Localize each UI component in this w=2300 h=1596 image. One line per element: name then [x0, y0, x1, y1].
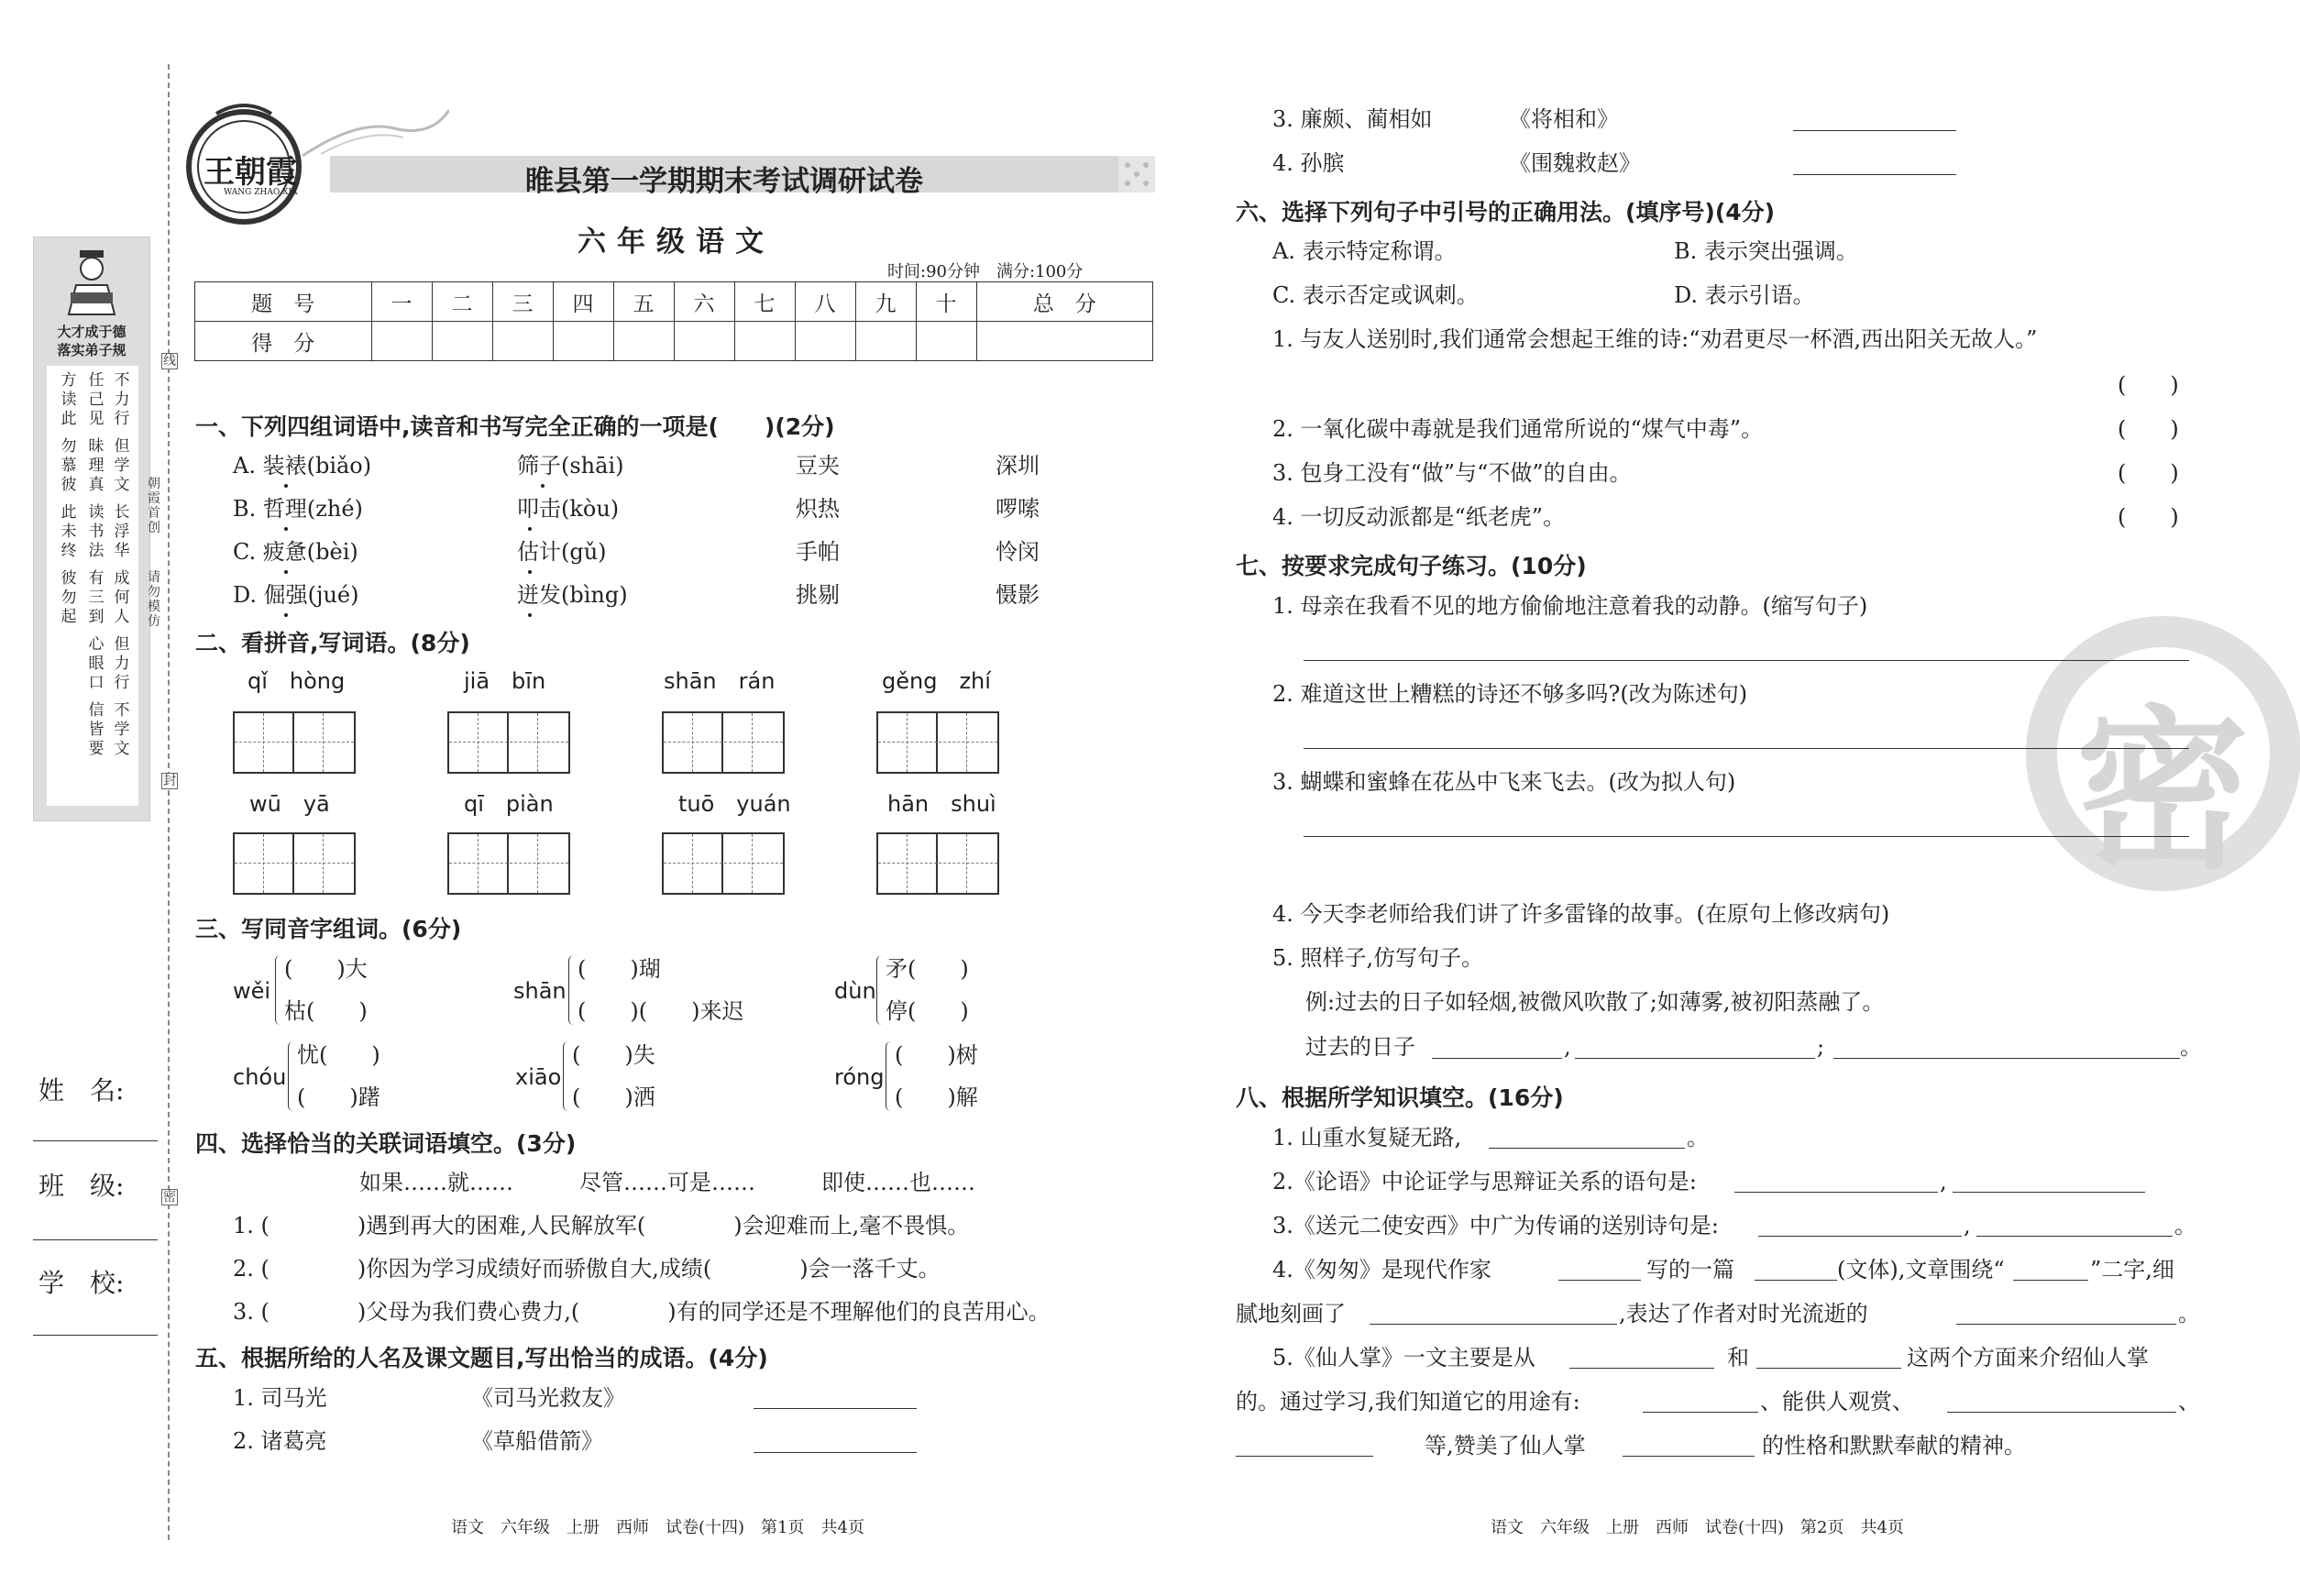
q5-name: 2. 诸葛亮 — [233, 1428, 327, 1454]
score-cell: 三 — [492, 282, 553, 322]
score-input-cell[interactable] — [674, 322, 734, 361]
answer-paren[interactable]: ( ) — [2118, 504, 2179, 530]
homophone-item: 忧( ) — [297, 1042, 380, 1068]
q8-text: 、 — [2178, 1389, 2200, 1414]
q8-text: 。 — [1687, 1125, 1709, 1150]
q4-options: 如果……就…… 尽管……可是…… 即使……也…… — [359, 1170, 975, 1195]
school-field[interactable] — [33, 1335, 158, 1336]
homophone-item: 矛( ) — [886, 956, 969, 982]
q8-text: 和 — [1727, 1345, 1749, 1370]
answer-line[interactable] — [1833, 1058, 2180, 1059]
sidebar-column: 不学文 — [114, 701, 130, 758]
answer-line[interactable] — [754, 1452, 917, 1453]
title-band — [330, 156, 1118, 198]
q1-option: 啰嗦 — [996, 496, 1040, 522]
answer-line[interactable] — [1558, 1280, 1641, 1281]
answer-line[interactable] — [1623, 1456, 1755, 1457]
homophone-pinyin: xiāo — [515, 1064, 562, 1090]
q7-item: 4. 今天李老师给我们讲了许多雷锋的故事。(在原句上修改病句) — [1272, 901, 1890, 927]
q1-option: A. 装裱(biǎo) — [233, 453, 372, 479]
name-label: 姓 名: — [39, 1075, 125, 1106]
answer-line[interactable] — [1734, 1192, 1938, 1193]
q5-name: 3. 廉颇、蔺相如 — [1272, 106, 1433, 132]
logo-subtext: WANG ZHAO XIA — [224, 188, 298, 197]
homophone-pinyin: dùn — [834, 978, 876, 1004]
q5-title: 五、根据所给的人名及课文题目,写出恰当的成语。(4分) — [195, 1345, 768, 1371]
class-field[interactable] — [33, 1239, 158, 1240]
score-table-score-row — [195, 322, 1153, 361]
writing-grid[interactable] — [662, 832, 785, 895]
pinyin-label: shān rán — [664, 668, 776, 694]
q8-text: 4.《匆匆》是现代作家 — [1272, 1257, 1491, 1282]
q6-option: D. 表示引语。 — [1674, 282, 1815, 308]
sidebar-column: 彼勿起 — [61, 569, 77, 626]
answer-line[interactable] — [1976, 1236, 2173, 1237]
answer-line[interactable] — [1953, 1192, 2145, 1193]
q8-title: 八、根据所学知识填空。(16分) — [1236, 1084, 1564, 1111]
q7-title: 七、按要求完成句子练习。(10分) — [1236, 553, 1587, 579]
sidebar-column: 方读此 — [61, 371, 77, 428]
q5-text: 《司马光救友》 — [471, 1385, 625, 1411]
q7-item: 3. 蝴蝶和蜜蜂在花丛中飞来飞去。(改为拟人句) — [1272, 769, 1736, 795]
homophone-item: 停( ) — [886, 998, 969, 1024]
score-input-cell[interactable] — [553, 322, 613, 361]
writing-grid[interactable] — [447, 832, 570, 895]
sidebar-column: 任己见 — [88, 371, 105, 428]
writing-grid[interactable] — [233, 711, 356, 774]
q6-option: A. 表示特定称谓。 — [1272, 238, 1457, 264]
q8-text: 。 — [2178, 1301, 2200, 1326]
punct: ; — [1817, 1034, 1825, 1060]
sidebar-column: 读书法 — [88, 503, 105, 560]
score-cell: 九 — [855, 282, 916, 322]
pinyin-label: hān shuì — [887, 791, 996, 817]
q6-item: 3. 包身工没有“做”与“不做”的自由。 — [1272, 460, 1632, 486]
writing-grid[interactable] — [662, 711, 785, 774]
cut-mark: 密 — [163, 1190, 176, 1205]
answer-line[interactable] — [1370, 1324, 1617, 1325]
q1-option: 迸发(bìng) — [517, 582, 628, 608]
sidebar-panel — [33, 237, 150, 821]
pinyin-label: wū yā — [249, 791, 330, 817]
q8-text: 2.《论语》中论证学与思辩证关系的语句是: — [1272, 1169, 1697, 1194]
q8-text: 、能供人观赏、 — [1760, 1389, 1914, 1414]
sidebar-column: 此未终 — [61, 503, 77, 560]
q8-text: , — [1940, 1169, 1947, 1194]
emphasis-dot — [284, 613, 288, 617]
cut-mark: 线 — [163, 354, 176, 369]
answer-line[interactable] — [1756, 1368, 1901, 1369]
q1-option: D. 倔强(jué) — [233, 582, 359, 608]
q1-option: C. 疲惫(bèi) — [233, 539, 358, 565]
q8-text: ,表达了作者对时光流逝的 — [1619, 1301, 1868, 1326]
sidebar-column: 但学文 — [114, 437, 130, 494]
answer-line[interactable] — [1432, 1058, 1562, 1059]
homophone-item: ( )洒 — [572, 1084, 655, 1110]
emphasis-dot — [528, 527, 532, 531]
sidebar-text-area — [47, 366, 138, 806]
answer-line[interactable] — [1643, 1412, 1758, 1413]
q8-text: 的性格和默默奉献的精神。 — [1762, 1433, 2026, 1458]
answer-line[interactable] — [1236, 1456, 1373, 1457]
q8-text: 写的一篇 — [1646, 1257, 1734, 1282]
writing-grid[interactable] — [876, 711, 999, 774]
watermark-seal-icon — [2026, 616, 2300, 891]
q8-text: 这两个方面来介绍仙人掌 — [1907, 1345, 2149, 1370]
q5-text: 《围魏救赵》 — [1509, 150, 1641, 176]
motto-line-1: 大才成于德 — [57, 324, 127, 340]
footer-right: 语文 六年级 上册 西师 试卷(十四) 第2页 共4页 — [1491, 1518, 1904, 1537]
q1-option: 筛子(shāi) — [517, 453, 624, 479]
answer-line[interactable] — [1793, 130, 1956, 131]
vertical-note: 朝霞首创 — [148, 477, 160, 535]
q1-option: 豆夹 — [796, 453, 840, 479]
logo-text: 王朝霞 — [204, 154, 297, 191]
answer-line[interactable] — [1755, 1280, 1837, 1281]
pinyin-label: tuō yuán — [678, 791, 791, 817]
q7-fill-prefix: 过去的日子 — [1305, 1034, 1415, 1060]
homophone-pinyin: wěi — [233, 978, 271, 1004]
answer-line[interactable] — [1947, 1412, 2176, 1413]
q4-item: 2. ( )你因为学习成绩好而骄傲自大,成绩( )会一落千丈。 — [233, 1256, 941, 1282]
punct: 。 — [2180, 1034, 2202, 1060]
score-cell: 六 — [674, 282, 734, 322]
score-cell: 一 — [371, 282, 432, 322]
homophone-pinyin: shān — [513, 978, 567, 1004]
score-input-cell[interactable] — [795, 322, 855, 361]
name-field[interactable] — [33, 1140, 158, 1141]
homophone-pinyin: róng — [834, 1064, 885, 1090]
homophone-item: ( )躇 — [297, 1084, 380, 1110]
sidebar-column: 信皆要 — [88, 701, 105, 758]
emphasis-dot — [284, 570, 288, 574]
exam-title: 睢县第一学期期末考试调研试卷 — [525, 165, 923, 198]
q6-item: 1. 与友人送别时,我们通常会想起王维的诗:“劝君更尽一杯酒,西出阳关无故人。” — [1272, 326, 2038, 352]
homophone-item: ( )解 — [895, 1084, 978, 1110]
sidebar-column: 不力行 — [114, 371, 130, 428]
q4-item: 1. ( )遇到再大的困难,人民解放军( )会迎难而上,毫不畏惧。 — [233, 1213, 970, 1238]
score-cell: 总 分 — [976, 282, 1153, 322]
q1-option: 叩击(kòu) — [517, 496, 620, 522]
score-table — [194, 281, 1153, 361]
answer-line[interactable] — [1489, 1148, 1685, 1149]
q1-option: 估计(gǔ) — [517, 539, 607, 565]
sidebar-column: 昧理真 — [88, 437, 105, 494]
q8-text: 1. 山重水复疑无路, — [1272, 1125, 1462, 1150]
q8-text: 的。通过学习,我们知道它的用途有: — [1236, 1389, 1580, 1414]
q7-item: 1. 母亲在我看不见的地方偷偷地注意着我的动静。(缩写句子) — [1272, 593, 1868, 619]
sidebar-column: 心眼口 — [88, 635, 105, 692]
q8-text: , — [1964, 1213, 1971, 1238]
q5-text: 《草船借箭》 — [471, 1428, 603, 1454]
q6-item: 2. 一氧化碳中毒就是我们通常所说的“煤气中毒”。 — [1272, 416, 1764, 442]
answer-line[interactable] — [1569, 1368, 1714, 1369]
answer-line[interactable] — [2013, 1280, 2088, 1281]
q5-name: 4. 孙膑 — [1272, 150, 1345, 176]
punct: , — [1564, 1034, 1571, 1060]
score-input-cell[interactable] — [432, 322, 492, 361]
answer-line[interactable] — [1793, 174, 1956, 175]
homophone-item: ( )失 — [572, 1042, 655, 1068]
writing-grid[interactable] — [233, 832, 356, 895]
q1-option: 慑影 — [996, 582, 1040, 608]
q1-option: 怜闵 — [996, 539, 1040, 565]
score-input-cell[interactable] — [916, 322, 976, 361]
score-cell: 四 — [553, 282, 613, 322]
sidebar-column: 长浮华 — [114, 503, 130, 560]
q4-item: 3. ( )父母为我们费心费力,( )有的同学还是不理解他们的良苦用心。 — [233, 1299, 1051, 1325]
score-table-header-row — [195, 282, 1153, 322]
score-input-cell[interactable] — [734, 322, 795, 361]
q7-item: 5. 照样子,仿写句子。 — [1272, 945, 1484, 971]
sidebar-column: 但力行 — [114, 635, 130, 692]
homophone-item: ( )( )来迟 — [578, 998, 744, 1024]
answer-line[interactable] — [1304, 836, 2189, 837]
q3-title: 三、写同音字组词。(6分) — [195, 916, 462, 942]
score-cell: 十 — [916, 282, 976, 322]
pinyin-label: gěng zhí — [882, 668, 991, 694]
q1-option: 挑剔 — [796, 582, 840, 608]
q1-option: B. 哲理(zhé) — [233, 496, 363, 522]
emphasis-dot — [284, 527, 288, 531]
answer-line[interactable] — [1304, 660, 2189, 661]
footer-left: 语文 六年级 上册 西师 试卷(十四) 第1页 共4页 — [451, 1518, 864, 1537]
q8-text: 。 — [2174, 1213, 2196, 1238]
cut-mark: 封 — [163, 774, 176, 788]
answer-paren[interactable]: ( ) — [2118, 460, 2179, 486]
emphasis-dot — [528, 570, 532, 574]
q7-example: 例:过去的日子如轻烟,被微风吹散了;如薄雾,被初阳蒸融了。 — [1305, 989, 1885, 1015]
score-cell: 八 — [795, 282, 855, 322]
answer-line[interactable] — [1956, 1324, 2176, 1325]
score-input-cell[interactable] — [613, 322, 674, 361]
watermark-char: 密 — [2075, 690, 2250, 893]
answer-line[interactable] — [1758, 1236, 1962, 1237]
score-cell: 二 — [432, 282, 492, 322]
q6-item: 4. 一切反动派都是“纸老虎”。 — [1272, 504, 1566, 530]
fold-line — [168, 64, 170, 1540]
homophone-item: 枯( ) — [284, 998, 368, 1024]
homophone-item: ( )瑚 — [578, 956, 661, 982]
school-label: 学 校: — [39, 1268, 125, 1298]
score-input-cell[interactable] — [492, 322, 553, 361]
pinyin-label: qī piàn — [464, 791, 554, 817]
pinyin-label: qǐ hòng — [248, 668, 346, 694]
motto-line-2: 落实弟子规 — [57, 342, 127, 358]
pattern-decoration — [1118, 156, 1155, 193]
vertical-note: 请勿模仿 — [148, 570, 160, 629]
score-cell: 题 号 — [195, 282, 372, 322]
scholar-icon — [60, 245, 124, 316]
q2-title: 二、看拼音,写词语。(8分) — [195, 630, 470, 656]
answer-line[interactable] — [754, 1408, 917, 1409]
homophone-pinyin: chóu — [233, 1064, 287, 1090]
sidebar-column: 有三到 — [88, 569, 105, 626]
writing-grid[interactable] — [447, 711, 570, 774]
q8-text: ”二字,细 — [2090, 1257, 2174, 1282]
q8-text: 3.《送元二使安西》中广为传诵的送别诗句是: — [1272, 1213, 1719, 1238]
score-input-cell[interactable] — [976, 322, 1153, 361]
score-label: 得 分 — [195, 322, 372, 361]
q5-text: 《将相和》 — [1509, 106, 1619, 132]
score-cell: 五 — [613, 282, 674, 322]
answer-paren[interactable]: ( ) — [2118, 372, 2179, 398]
q8-text: 腻地刻画了 — [1236, 1301, 1346, 1326]
homophone-item: ( )树 — [895, 1042, 978, 1068]
score-cell: 七 — [734, 282, 795, 322]
emphasis-dot — [541, 484, 545, 488]
q1-option: 炽热 — [796, 496, 840, 522]
q8-text: 5.《仙人掌》一文主要是从 — [1272, 1345, 1535, 1370]
q5-name: 1. 司马光 — [233, 1385, 327, 1411]
emphasis-dot — [528, 613, 532, 617]
q1-option: 深圳 — [996, 453, 1040, 479]
answer-line[interactable] — [1575, 1058, 1815, 1059]
score-input-cell[interactable] — [371, 322, 432, 361]
score-input-cell[interactable] — [855, 322, 916, 361]
answer-paren[interactable]: ( ) — [2118, 416, 2179, 442]
homophone-item: ( )大 — [284, 956, 368, 982]
emphasis-dot — [284, 484, 288, 488]
time-info: 时间:90分钟 满分:100分 — [887, 262, 1084, 281]
q6-option: B. 表示突出强调。 — [1674, 238, 1858, 264]
sidebar-column: 勿慕彼 — [61, 437, 77, 494]
q7-item: 2. 难道这世上糟糕的诗还不够多吗?(改为陈述句) — [1272, 681, 1748, 707]
answer-line[interactable] — [1304, 748, 2189, 749]
sidebar-column: 成何人 — [114, 569, 130, 626]
q1-title: 一、下列四组词语中,读音和书写完全正确的一项是( )(2分) — [195, 413, 835, 440]
q4-title: 四、选择恰当的关联词语填空。(3分) — [195, 1130, 577, 1157]
writing-grid[interactable] — [876, 832, 999, 895]
q6-title: 六、选择下列句子中引号的正确用法。(填序号)(4分) — [1236, 199, 1776, 226]
q8-text: (文体),文章围绕“ — [1837, 1257, 2005, 1282]
exam-subtitle: 六年级语文 — [578, 226, 775, 259]
q6-option: C. 表示否定或讽刺。 — [1272, 282, 1479, 308]
pinyin-label: jiā bīn — [464, 668, 546, 694]
q1-option: 手帕 — [796, 539, 840, 565]
class-label: 班 级: — [39, 1171, 125, 1201]
q8-text: 等,赞美了仙人掌 — [1425, 1433, 1586, 1458]
